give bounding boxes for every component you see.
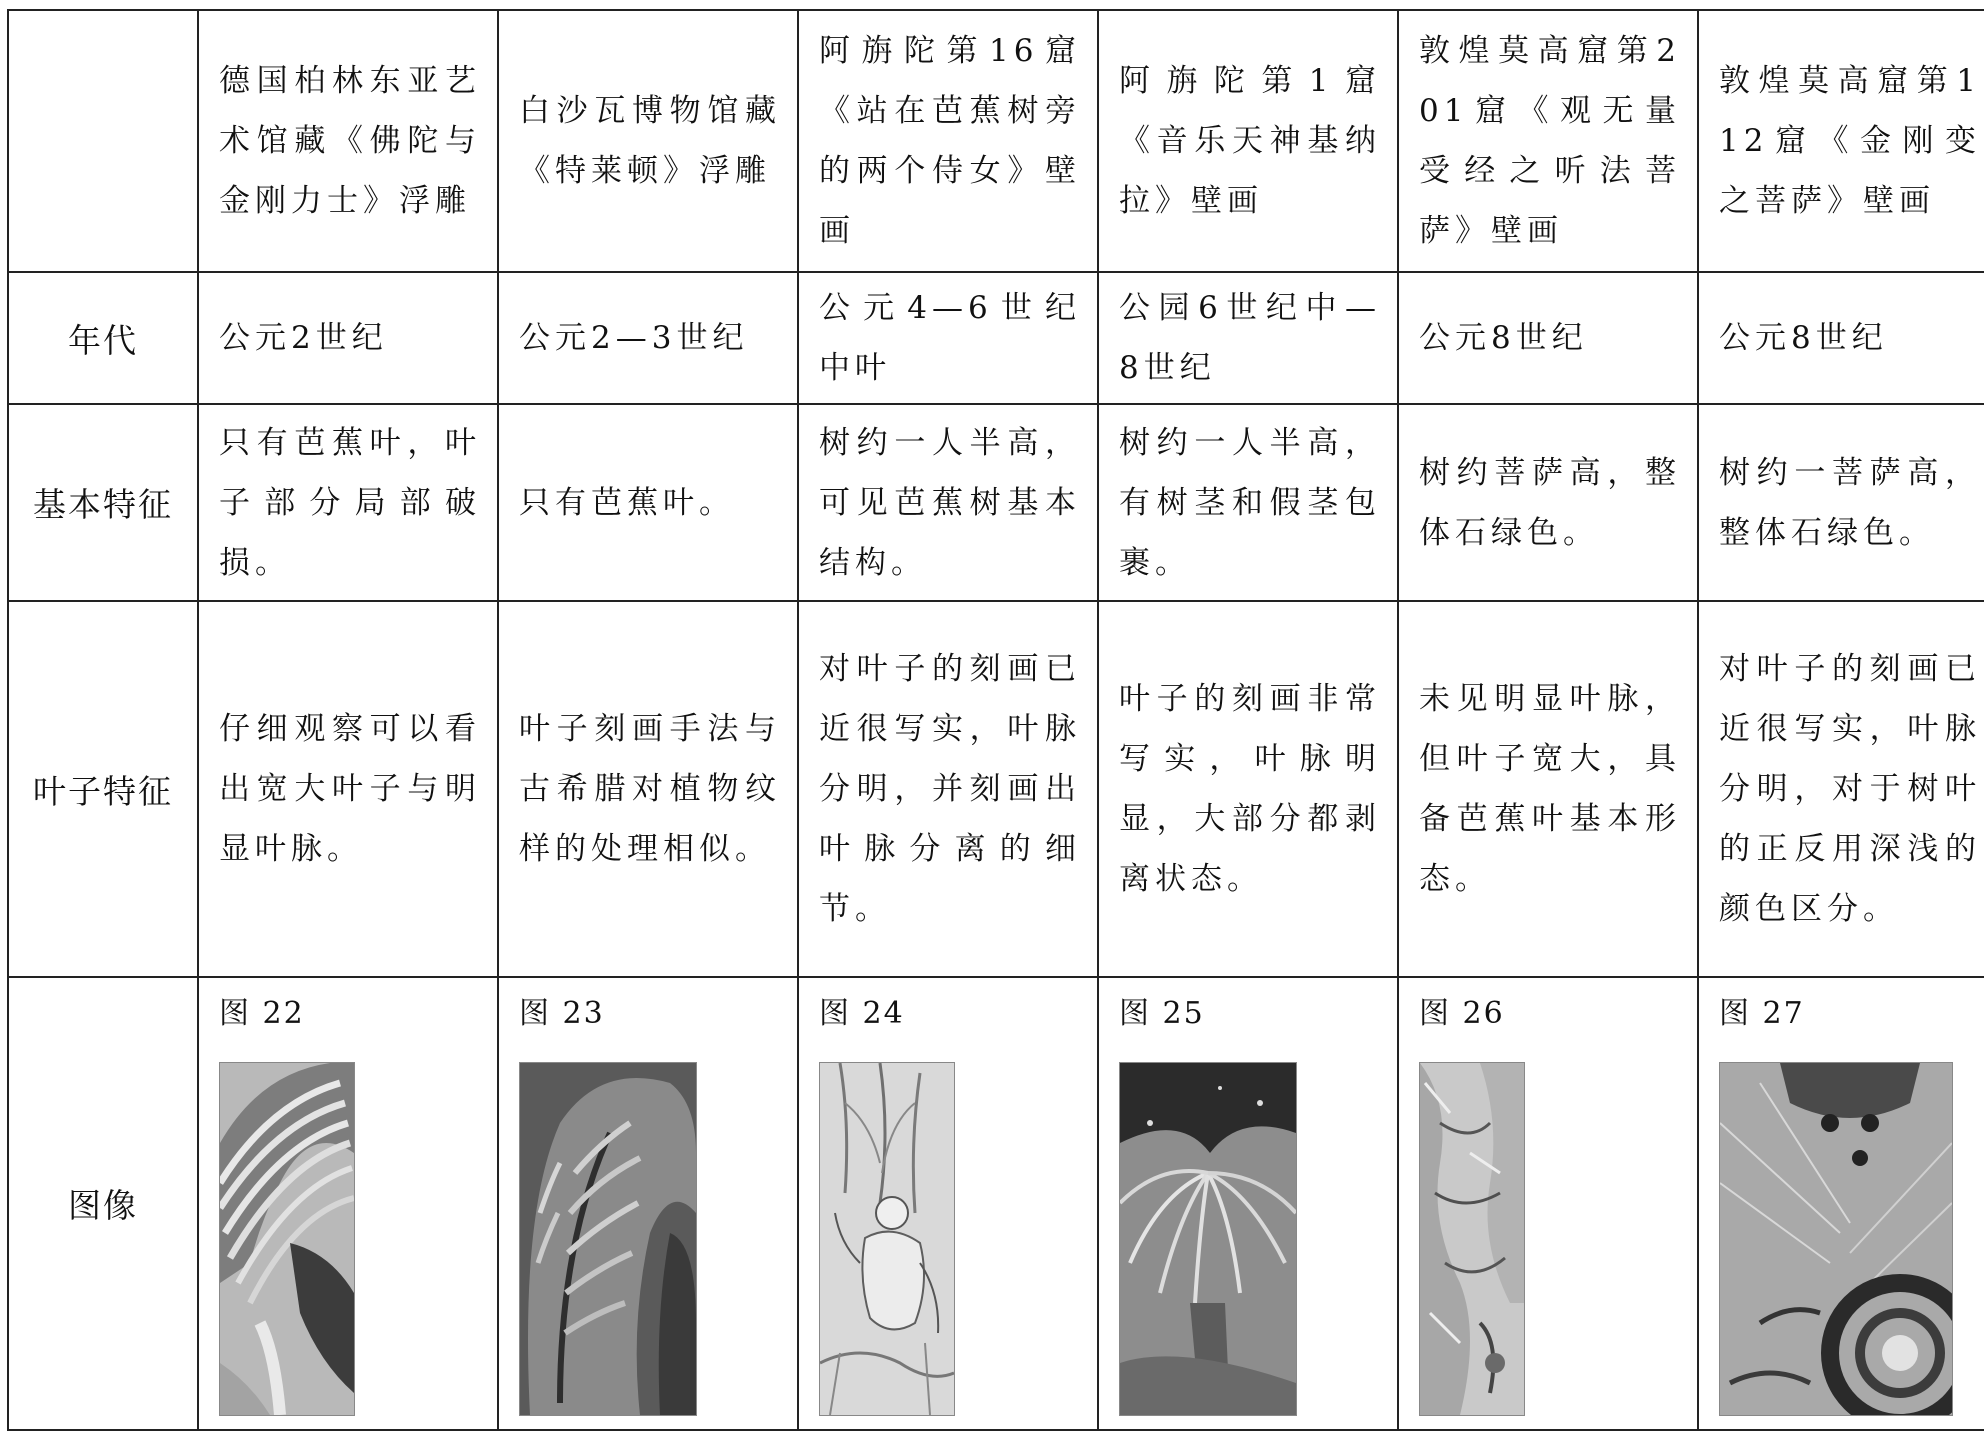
image-row (8, 977, 1984, 1430)
header-cell-dunhuang-201: 敦煌莫高窟第201窟《观无量受经之听法菩萨》壁画 (1398, 10, 1698, 272)
row-label-image: 图像 (8, 977, 198, 1430)
era-cell: 公元4—6世纪中叶 (798, 272, 1098, 404)
figure-caption: 图 27 (1719, 996, 1805, 1031)
image-cell-fig-25 (1098, 977, 1398, 1430)
figure-caption: 图 25 (1119, 996, 1205, 1031)
era-cell: 公元2—3世纪 (498, 272, 798, 404)
header-cell-ajanta-16: 阿旃陀第16窟《站在芭蕉树旁的两个侍女》壁画 (798, 10, 1098, 272)
row-label-basic-features: 基本特征 (8, 404, 198, 601)
basic-features-cell: 只有芭蕉叶。 (498, 404, 798, 601)
comparison-table (7, 9, 1984, 1431)
figure-25-image (1119, 1062, 1297, 1416)
leaf-features-cell: 对叶子的刻画已近很写实，叶脉分明，并刻画出叶脉分离的细节。 (798, 601, 1098, 977)
basic-features-cell: 树约菩萨高，整体石绿色。 (1398, 404, 1698, 601)
figure-24-image (819, 1062, 955, 1416)
figure-27-image (1719, 1062, 1953, 1416)
leaf-features-row (8, 601, 1984, 977)
figure-26-image (1419, 1062, 1525, 1416)
era-row (8, 272, 1984, 404)
header-cell-berlin-relief: 德国柏林东亚艺术馆藏《佛陀与金刚力士》浮雕 (198, 10, 498, 272)
leaf-features-cell: 叶子刻画手法与古希腊对植物纹样的处理相似。 (498, 601, 798, 977)
image-cell-fig-22 (198, 977, 498, 1430)
row-label-leaf-features: 叶子特征 (8, 601, 198, 977)
figure-22-image (219, 1062, 355, 1416)
figure-caption: 图 26 (1419, 996, 1505, 1031)
era-cell: 公元2世纪 (198, 272, 498, 404)
basic-features-cell: 只有芭蕉叶，叶子部分局部破损。 (198, 404, 498, 601)
header-cell-dunhuang-112: 敦煌莫高窟第112窟《金刚变之菩萨》壁画 (1698, 10, 1984, 272)
image-cell-fig-24 (798, 977, 1098, 1430)
basic-features-cell: 树约一人半高，可见芭蕉树基本结构。 (798, 404, 1098, 601)
header-row (8, 10, 1984, 272)
leaf-features-cell: 对叶子的刻画已近很写实，叶脉分明，对于树叶的正反用深浅的颜色区分。 (1698, 601, 1984, 977)
figure-caption: 图 24 (819, 996, 905, 1031)
leaf-features-cell: 未见明显叶脉，但叶子宽大，具备芭蕉叶基本形态。 (1398, 601, 1698, 977)
era-cell: 公元8世纪 (1398, 272, 1698, 404)
figure-caption: 图 22 (219, 996, 305, 1031)
leaf-features-cell: 仔细观察可以看出宽大叶子与明显叶脉。 (198, 601, 498, 977)
corner-cell (8, 10, 198, 272)
figure-caption: 图 23 (519, 996, 605, 1031)
basic-features-cell: 树约一人半高，有树茎和假茎包裹。 (1098, 404, 1398, 601)
header-cell-peshawar-relief: 白沙瓦博物馆藏《特莱顿》浮雕 (498, 10, 798, 272)
era-cell: 公元8世纪 (1698, 272, 1984, 404)
leaf-features-cell: 叶子的刻画非常写实，叶脉明显，大部分都剥离状态。 (1098, 601, 1398, 977)
basic-features-cell: 树约一菩萨高，整体石绿色。 (1698, 404, 1984, 601)
figure-23-image (519, 1062, 697, 1416)
era-cell: 公园6世纪中—8世纪 (1098, 272, 1398, 404)
image-cell-fig-23 (498, 977, 798, 1430)
image-cell-fig-27 (1698, 977, 1984, 1430)
image-cell-fig-26 (1398, 977, 1698, 1430)
basic-features-row (8, 404, 1984, 601)
header-cell-ajanta-1: 阿旃陀第1窟《音乐天神基纳拉》壁画 (1098, 10, 1398, 272)
row-label-era: 年代 (8, 272, 198, 404)
